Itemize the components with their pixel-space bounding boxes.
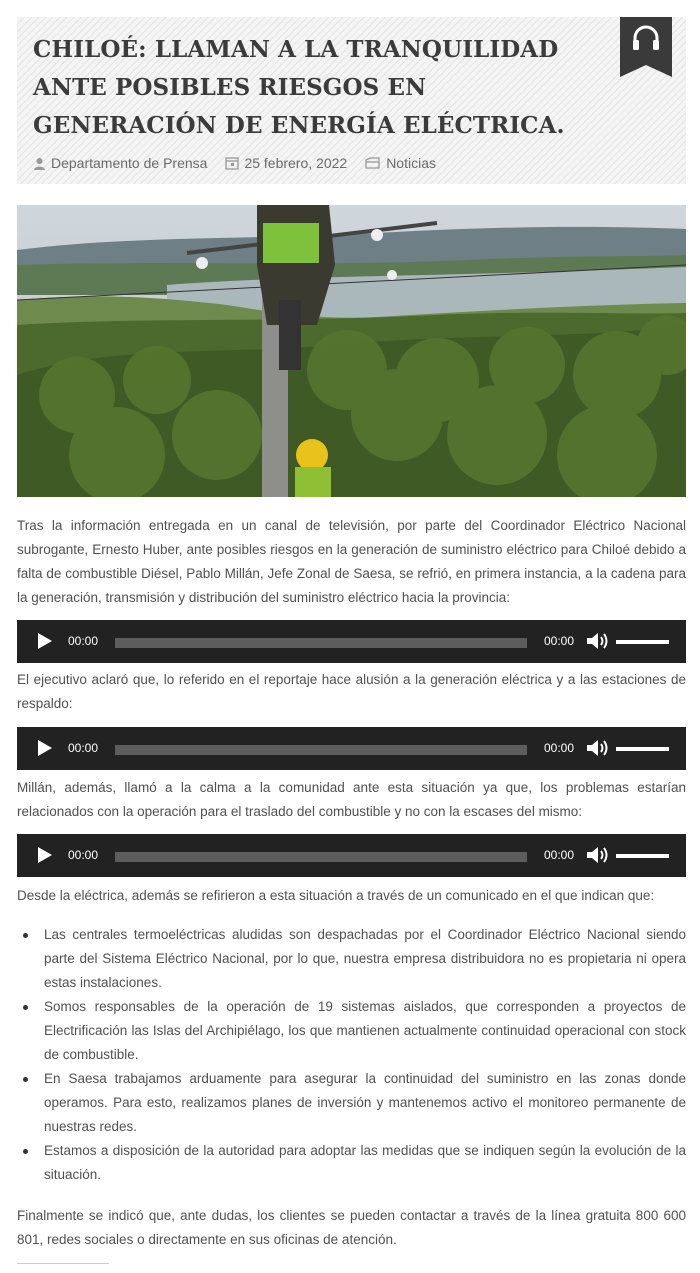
article-title: CHILOÉ: LLAMAN A LA TRANQUILIDAD ANTE POSIBLES RIESGOS EN GENERACIÓN DE ENERGÍA ELÉCTRICA. bbox=[33, 36, 565, 139]
list-item: En Saesa trabajamos arduamente para asegurar la continuidad del suministro en las zonas donde operamos. Para esto, realizamos planes de inversión y mantenemos activo el monitoreo permanente de nuestras redes. bbox=[17, 1067, 686, 1139]
volume-icon[interactable] bbox=[587, 845, 609, 865]
list-item: Somos responsables de la operación de 19 sistemas aislados, que corresponden a proyectos de Electrificación las Islas del Archipiélago, los que mantienen actualmente continuidad operacional con stock de combustible. bbox=[17, 995, 686, 1067]
play-icon[interactable] bbox=[38, 847, 52, 863]
article-header bbox=[17, 17, 686, 184]
audio-player-2 bbox=[17, 727, 686, 770]
play-icon[interactable] bbox=[38, 633, 52, 649]
article-date: 25 febrero, 2022 bbox=[244, 155, 348, 171]
paragraph-closing: Finalmente se indicó que, ante dudas, los clientes se pueden contactar a través de la línea gratuita 800 600 801, redes sociales o directamente en sus oficinas de atención. bbox=[17, 1208, 686, 1247]
duration-time: 00:00 bbox=[544, 634, 575, 648]
paragraph-calm: Millán, además, llamó a la calma a la comunidad ante esta situación ya que, los problemas estarían relacionados con la operación para el traslado del combustible y no con la escases del mismo: bbox=[17, 780, 686, 819]
hero-photo bbox=[17, 205, 686, 497]
folder-icon bbox=[365, 157, 381, 169]
current-time: 00:00 bbox=[68, 848, 99, 862]
audio-player-1 bbox=[17, 620, 686, 663]
play-icon[interactable] bbox=[38, 740, 52, 756]
calendar-icon bbox=[225, 156, 239, 170]
volume-icon[interactable] bbox=[587, 738, 609, 758]
volume-icon[interactable] bbox=[587, 631, 609, 651]
statement-list bbox=[17, 923, 686, 1187]
category-meta bbox=[365, 155, 436, 171]
progress-rail[interactable] bbox=[115, 745, 527, 755]
volume-slider[interactable] bbox=[616, 747, 669, 751]
paragraph-statement: Desde la eléctrica, además se refirieron a esta situación a través de un comunicado en el que indican que: bbox=[17, 888, 655, 903]
category-link[interactable]: Noticias bbox=[386, 155, 436, 171]
headphones-icon bbox=[632, 25, 660, 51]
volume-slider[interactable] bbox=[616, 854, 669, 858]
list-item: Las centrales termoeléctricas aludidas son despachadas por el Coordinador Eléctrico Nacional siendo parte del Sistema Eléctrico Nacional, por lo que, nuestra empresa distribuidora no es propietaria ni opera estas instalaciones. bbox=[17, 923, 686, 995]
listen-audio-badge[interactable] bbox=[620, 17, 672, 65]
paragraph-clarification: El ejecutivo aclaró que, lo referido en el reportaje hace alusión a la generación eléctrica y a las estaciones de respaldo: bbox=[17, 672, 686, 711]
divider bbox=[17, 1263, 109, 1264]
author-link[interactable]: Departamento de Prensa bbox=[51, 155, 208, 171]
duration-time: 00:00 bbox=[544, 848, 575, 862]
article-meta bbox=[33, 155, 454, 171]
progress-rail[interactable] bbox=[115, 638, 527, 648]
date-meta bbox=[225, 155, 347, 171]
audio-player-3 bbox=[17, 834, 686, 877]
hero-image bbox=[17, 205, 686, 497]
current-time: 00:00 bbox=[68, 741, 99, 755]
list-item: Estamos a disposición de la autoridad para adoptar las medidas que se indiquen según la evolución de la situación. bbox=[17, 1139, 686, 1187]
progress-rail[interactable] bbox=[115, 852, 527, 862]
duration-time: 00:00 bbox=[544, 741, 575, 755]
volume-slider[interactable] bbox=[616, 640, 669, 644]
current-time: 00:00 bbox=[68, 634, 99, 648]
author-meta bbox=[33, 155, 207, 171]
user-icon bbox=[33, 157, 46, 170]
paragraph-intro: Tras la información entregada en un canal de televisión, por parte del Coordinador Eléctrico Nacional subrogante, Ernesto Huber, ante posibles riesgos en la generación de suministro eléctrico para Chiloé debido a falta de combustible Diésel, Pablo Millán, Jefe Zonal de Saesa, se refrió, en primera instancia, a la cadena para la generación, transmisión y distribución del suministro eléctrico hacia la provincia: bbox=[17, 518, 686, 605]
